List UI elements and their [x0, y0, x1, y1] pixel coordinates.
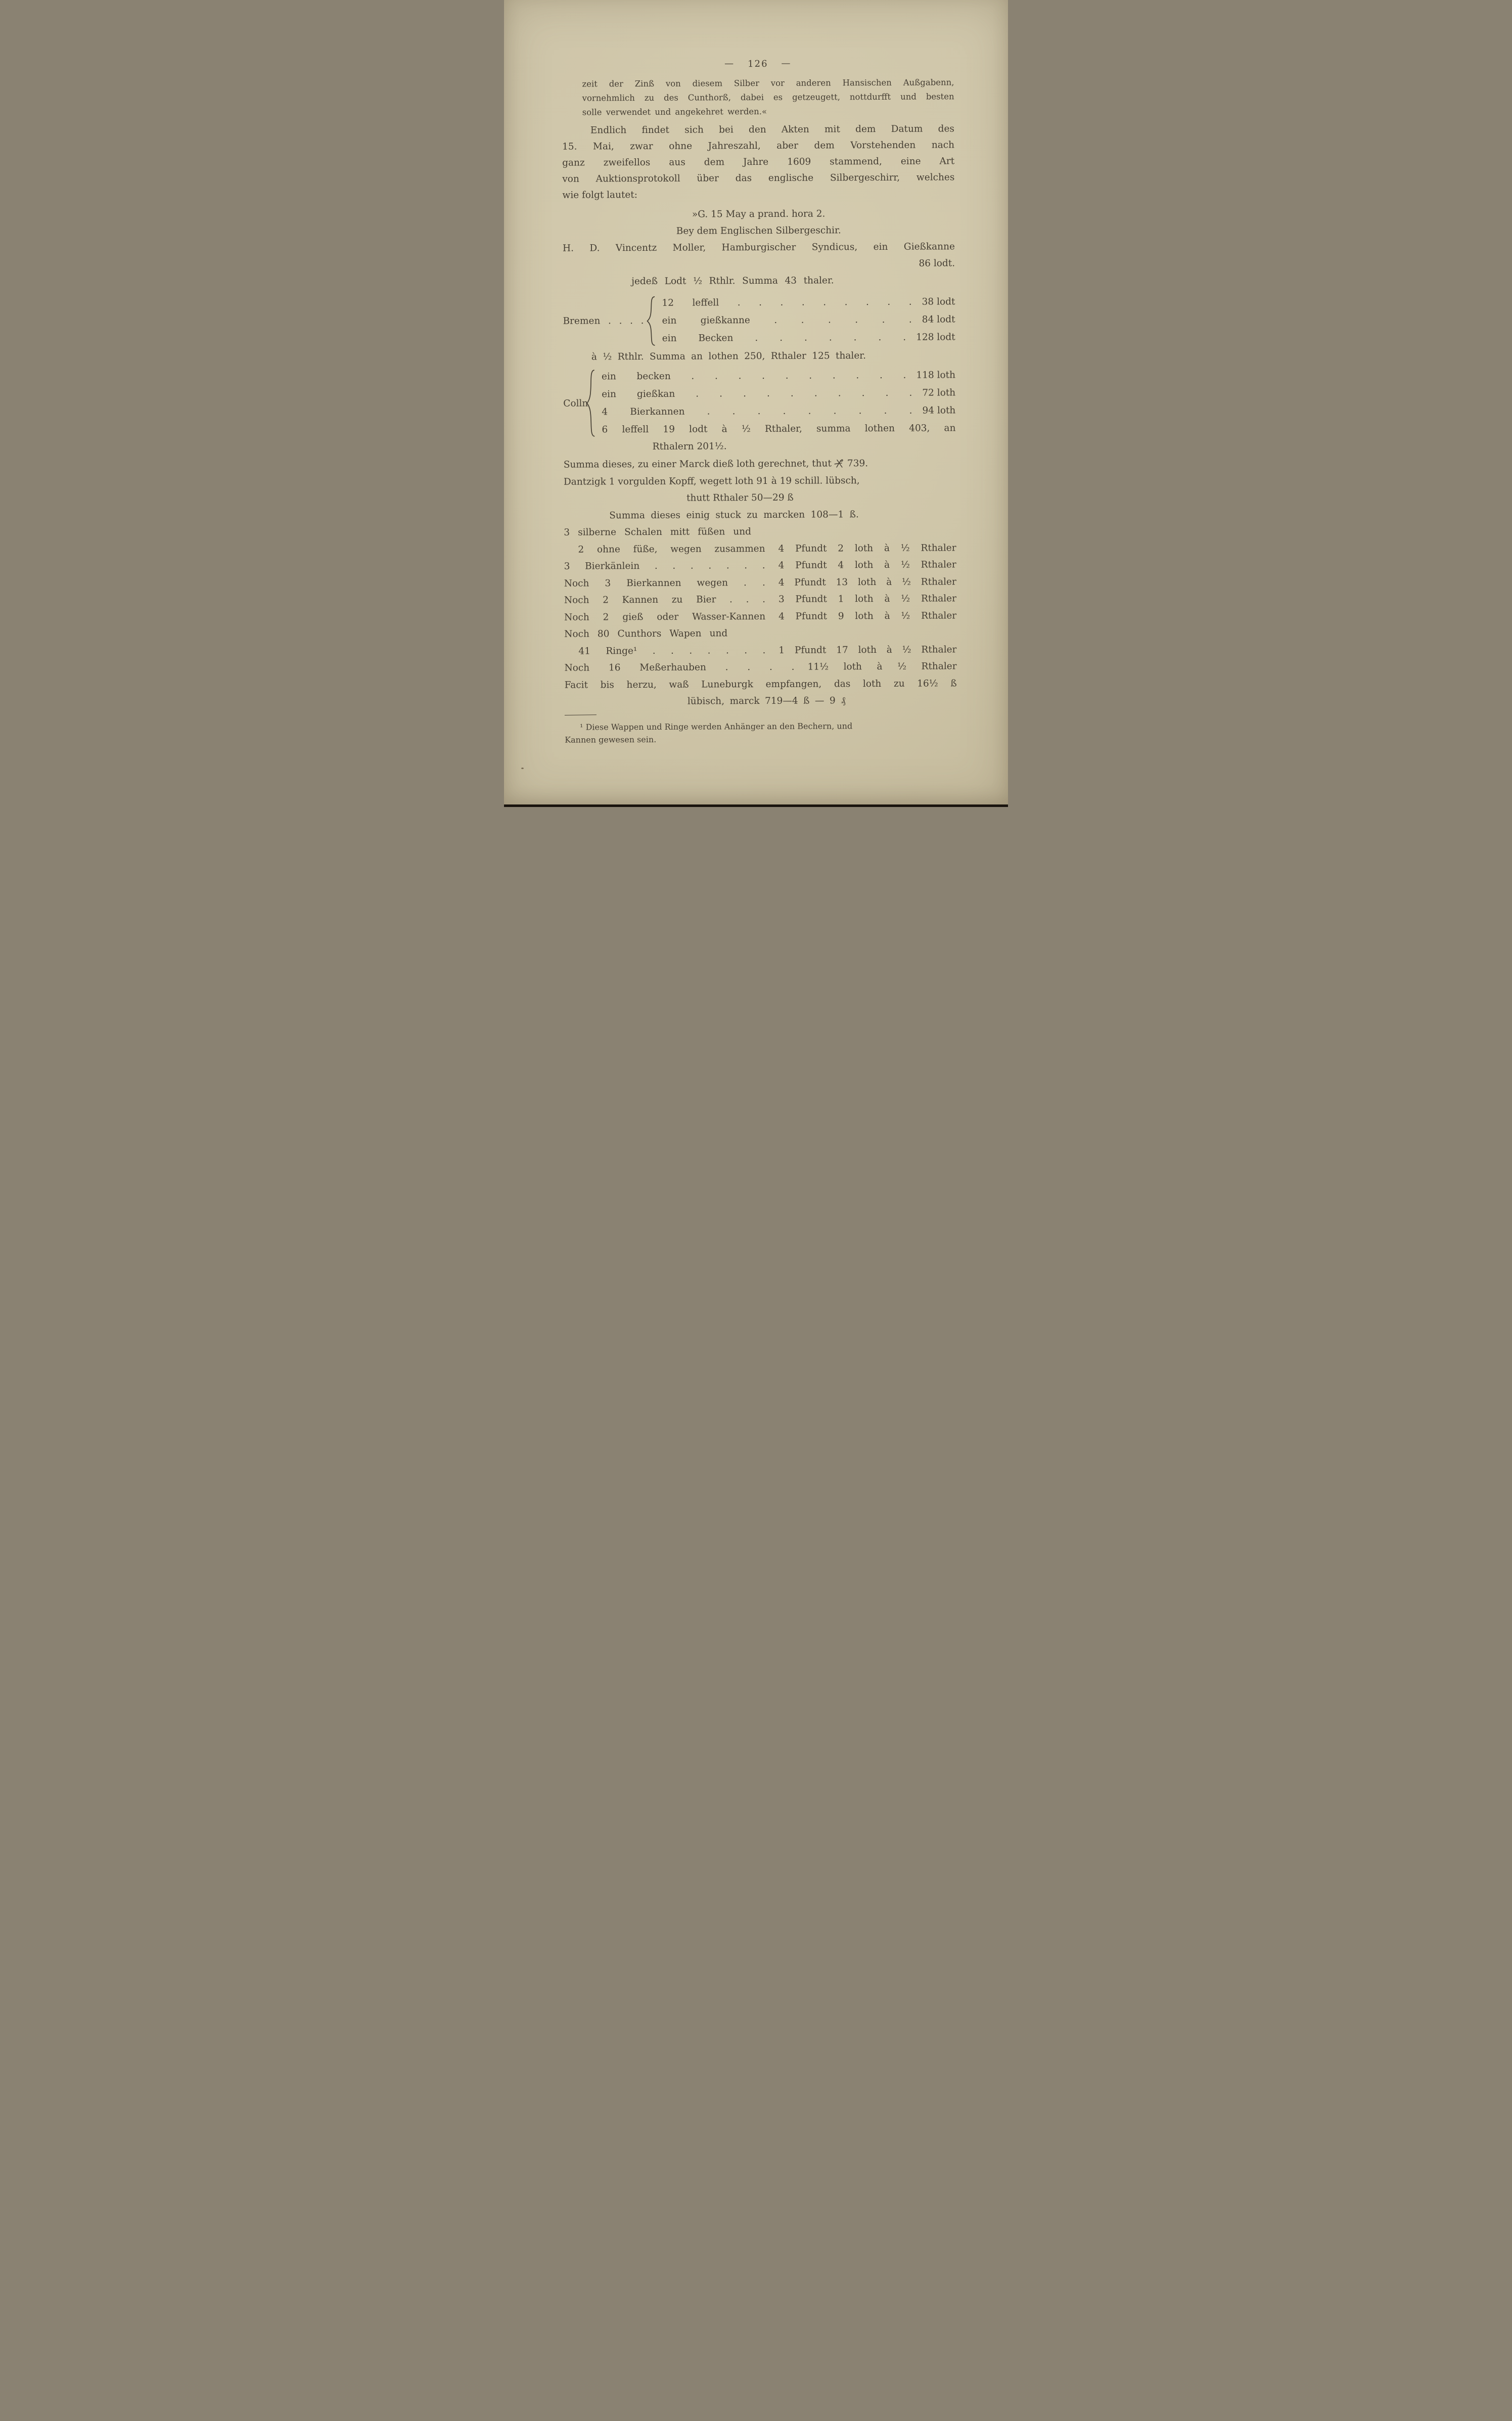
weight-value: 4 Pfundt 13 loth à ½ Rthaler	[778, 576, 956, 588]
weight-item: Noch 2 gieß oder Wasser-Kannen	[564, 611, 766, 623]
quote-line: vornehmlich zu des Cunthorß, dabei es getzeugett, nottdurfft und besten	[582, 92, 954, 103]
paragraph-line: von Auktionsprotokoll über das englische Silbergeschirr, welches	[562, 172, 955, 185]
list-item	[662, 293, 955, 312]
item-label: ein gießkan . . . . . . . . . .	[602, 387, 912, 400]
weight-value: 4 Pfundt 2 loth à ½ Rthaler	[778, 542, 956, 554]
item-value: 118 loth	[916, 370, 956, 381]
weight-row	[564, 556, 956, 575]
item-value: 128 lodt	[916, 332, 955, 343]
weight-value: 3 Pfundt 1 loth à ½ Rthaler	[778, 593, 956, 605]
weight-item: 2 ohne füße, wegen zusammen	[578, 543, 765, 555]
quote-line: solle verwendet und angekehret werden.«	[582, 106, 767, 117]
footnote-line: ¹ Diese Wappen und Ringe werden Anhänger an den Bechern, und	[580, 721, 853, 732]
scan-smudge	[521, 768, 524, 769]
colln-brace-icon	[583, 368, 599, 438]
footnote-line: Kannen gewesen sein.	[565, 734, 657, 745]
page-number: 126	[748, 58, 768, 70]
item-value: 94 loth	[922, 405, 956, 416]
weight-row	[564, 607, 956, 626]
quote-line: zeit der Zinß von diesem Silber vor anderen Hansischen Außgabenn,	[582, 77, 954, 89]
colln-last-row: 6 leffell 19 lodt à ½ Rthaler, summa lothen 403, an	[602, 423, 956, 435]
facit-total-line: lübisch, marck 719—4 ß — 9 ₰	[687, 695, 846, 707]
moller-line: H. D. Vincentz Moller, Hamburgischer Syndicus, ein Gießkanne	[562, 241, 955, 254]
colln-label: Colln	[563, 397, 588, 409]
paragraph-line: 15. Mai, zwar ohne Jahreszahl, aber dem Vorstehenden nach	[562, 140, 955, 152]
protocol-date-line: »G. 15 May a prand. hora 2.	[692, 208, 826, 220]
bremen-brace-icon	[644, 294, 659, 347]
item-label: 4 Bierkannen . . . . . . . . .	[602, 405, 912, 418]
summa-marck-after: 739.	[847, 458, 868, 469]
bremen-label: Bremen . . . .	[563, 315, 644, 327]
weight-item: Noch 2 Kannen zu Bier . . .	[564, 594, 766, 606]
page-header	[562, 58, 954, 70]
weight-item: Noch 16 Meßerhauben . . . .	[564, 661, 795, 674]
colln-carry-line: Rthalern 201½.	[652, 441, 727, 452]
weight-row	[564, 590, 956, 609]
bremen-rows	[659, 293, 955, 347]
colln-group	[563, 366, 956, 438]
dantzig-line: Dantzigk 1 vorgulden Kopff, wegett loth 91 à 19 schill. lübsch,	[563, 475, 860, 487]
item-label: ein becken . . . . . . . . . .	[601, 370, 906, 382]
weight-value: 4 Pfundt 9 loth à ½ Rthaler	[778, 610, 957, 622]
header-dash-left: —	[724, 58, 735, 69]
paragraph-line: ganz zweifellos aus dem Jahre 1609 stammend, eine Art	[562, 156, 955, 168]
weight-row	[564, 658, 956, 677]
weight-item: Noch 3 Bierkannen wegen . .	[564, 577, 765, 589]
moller-value: 86 lodt.	[919, 258, 955, 269]
weight-row	[564, 573, 956, 592]
body-paragraph	[562, 121, 955, 203]
protocol-subject-line: Bey dem Englischen Silbergeschir.	[676, 225, 841, 237]
weight-row	[564, 540, 956, 558]
quote-paragraph	[582, 75, 954, 119]
summa-marck-before: Summa dieses, zu einer Marck dieß loth gerechnet, thut	[563, 458, 832, 470]
dantzig-total-line: thutt Rthaler 50—29 ß	[686, 492, 794, 504]
item-value: 84 lodt	[922, 314, 955, 325]
auction-protocol	[563, 205, 957, 710]
footnote-rule	[565, 714, 597, 715]
book-page-scan	[504, 0, 1008, 807]
summa-marck-line	[564, 455, 956, 473]
facit-line: Facit bis herzu, waß Luneburgk empfangen, das loth zu 16½ ß	[564, 678, 957, 691]
mark-sign-icon	[834, 457, 845, 468]
item-label: ein Becken . . . . . . .	[662, 332, 906, 344]
weight-row	[564, 641, 956, 660]
header-dash-right: —	[781, 58, 792, 69]
weight-value: 1 Pfundt 17 loth à ½ Rthaler	[778, 644, 957, 656]
scan-edge	[504, 804, 1008, 807]
lodt-rate-line: jedeß Lodt ½ Rthlr. Summa 43 thaler.	[631, 275, 834, 287]
list-item	[602, 366, 955, 385]
list-item	[602, 401, 955, 421]
list-item	[662, 328, 955, 347]
colln-rows	[599, 366, 956, 438]
single-piece-line: Summa dieses einig stuck zu marcken 108—1 ß.	[609, 509, 859, 521]
list-item	[602, 384, 955, 403]
item-value: 72 loth	[922, 387, 956, 398]
weight-value: 11½ loth à ½ Rthaler	[807, 661, 957, 672]
page-content	[562, 0, 957, 746]
paragraph-line: wie folgt lautet:	[562, 190, 638, 201]
footnote	[565, 719, 957, 746]
schalen-intro-line: 3 silberne Schalen mitt füßen und	[564, 526, 752, 538]
item-value: 38 lodt	[922, 296, 955, 307]
list-item	[662, 310, 955, 330]
weight-item: 41 Ringe¹ . . . . . . .	[578, 645, 766, 657]
bremen-group	[563, 293, 955, 347]
bremen-summary: à ½ Rthlr. Summa an lothen 250, Rthaler 125 thaler.	[591, 350, 866, 363]
item-label: 12 leffell . . . . . . . . .	[662, 296, 912, 308]
weight-value: 4 Pfundt 4 loth à ½ Rthaler	[778, 559, 956, 571]
wapen-intro-line: Noch 80 Cunthors Wapen und	[564, 628, 728, 640]
paragraph-line: Endlich findet sich bei den Akten mit dem Datum des	[590, 123, 954, 136]
item-label: ein gießkanne . . . . . .	[662, 314, 912, 326]
weight-item: 3 Bierkänlein . . . . . . .	[564, 560, 765, 572]
